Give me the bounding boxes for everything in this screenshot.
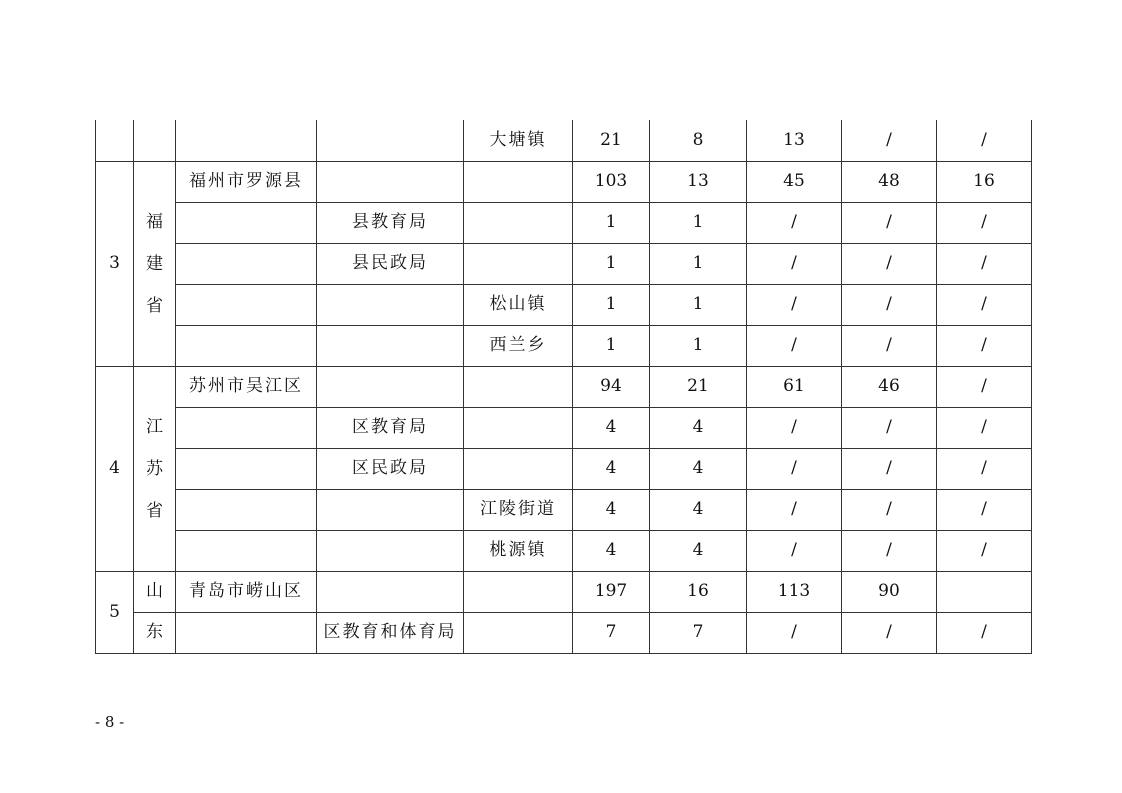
value-cell-4: / [842,489,937,530]
value-cell-4: / [842,325,937,366]
value-cell-1: 4 [573,407,650,448]
value-cell-2: 4 [650,448,747,489]
value-cell-5: / [937,407,1032,448]
department-cell [317,325,464,366]
value-cell-4: / [842,530,937,571]
county-cell [176,489,317,530]
value-cell-5: / [937,202,1032,243]
value-cell-5: / [937,530,1032,571]
value-cell-2: 13 [650,161,747,202]
county-cell: 福州市罗源县 [176,161,317,202]
department-cell [317,366,464,407]
table-row [96,530,1032,571]
county-cell [176,284,317,325]
data-table [95,120,1032,654]
value-cell-2: 16 [650,571,747,612]
value-cell-3: 61 [747,366,842,407]
value-cell-3: / [747,243,842,284]
value-cell-1: 103 [573,161,650,202]
value-cell-1: 1 [573,243,650,284]
value-cell-3: / [747,612,842,653]
value-cell-4: 90 [842,571,937,612]
town-cell [464,243,573,284]
table-row [96,120,1032,161]
table-row [96,284,1032,325]
county-cell [176,243,317,284]
province-char: 江 [146,416,163,437]
province-cell: 山 [134,571,176,612]
county-cell [176,530,317,571]
value-cell-4: 48 [842,161,937,202]
value-cell-3: / [747,489,842,530]
value-cell-4: 46 [842,366,937,407]
value-cell-3: / [747,202,842,243]
province-char: 苏 [146,458,163,479]
province-cell: 东 [134,612,176,653]
department-cell [317,120,464,161]
province-cell [134,161,176,366]
county-cell [176,202,317,243]
row-number-cell: 3 [96,161,134,366]
county-cell [176,120,317,161]
value-cell-2: 1 [650,243,747,284]
value-cell-2: 21 [650,366,747,407]
table-row [96,612,1032,653]
province-char: 省 [146,500,163,521]
county-cell: 青岛市崂山区 [176,571,317,612]
value-cell-3: / [747,407,842,448]
department-cell [317,530,464,571]
value-cell-4: / [842,448,937,489]
town-cell [464,407,573,448]
value-cell-3: / [747,448,842,489]
town-cell [464,202,573,243]
department-cell [317,489,464,530]
value-cell-1: 1 [573,325,650,366]
value-cell-5: / [937,120,1032,161]
value-cell-5: / [937,612,1032,653]
value-cell-5: / [937,284,1032,325]
town-cell: 松山镇 [464,284,573,325]
province-char: 省 [146,295,163,316]
value-cell-2: 1 [650,284,747,325]
value-cell-1: 1 [573,284,650,325]
value-cell-3: / [747,530,842,571]
county-cell [176,325,317,366]
value-cell-2: 1 [650,325,747,366]
value-cell-1: 7 [573,612,650,653]
value-cell-3: / [747,325,842,366]
town-cell: 桃源镇 [464,530,573,571]
value-cell-5: / [937,243,1032,284]
page-number: - 8 - [95,713,125,731]
value-cell-3: 113 [747,571,842,612]
value-cell-5: / [937,489,1032,530]
town-cell [464,161,573,202]
value-cell-2: 4 [650,530,747,571]
value-cell-5: / [937,325,1032,366]
table-row [96,489,1032,530]
value-cell-3: 45 [747,161,842,202]
value-cell-5: / [937,366,1032,407]
table-row [96,571,1032,612]
department-cell [317,161,464,202]
table-row [96,243,1032,284]
table-row [96,448,1032,489]
county-cell: 苏州市吴江区 [176,366,317,407]
province-char: 福 [146,211,163,232]
value-cell-3: 13 [747,120,842,161]
row-number-cell: 4 [96,366,134,571]
table-row [96,325,1032,366]
value-cell-5: / [937,448,1032,489]
department-cell [317,571,464,612]
value-cell-4: / [842,407,937,448]
county-cell [176,448,317,489]
value-cell-2: 4 [650,489,747,530]
department-cell: 县教育局 [317,202,464,243]
value-cell-4: / [842,284,937,325]
table-row [96,407,1032,448]
value-cell-2: 4 [650,407,747,448]
value-cell-1: 4 [573,530,650,571]
value-cell-1: 94 [573,366,650,407]
town-cell [464,571,573,612]
value-cell-2: 1 [650,202,747,243]
value-cell-1: 1 [573,202,650,243]
value-cell-4: / [842,202,937,243]
province-cell [134,120,176,161]
department-cell: 区教育局 [317,407,464,448]
department-cell: 区民政局 [317,448,464,489]
value-cell-1: 4 [573,448,650,489]
town-cell [464,448,573,489]
value-cell-5 [937,571,1032,612]
department-cell [317,284,464,325]
value-cell-5: 16 [937,161,1032,202]
value-cell-1: 197 [573,571,650,612]
town-cell: 西兰乡 [464,325,573,366]
value-cell-1: 21 [573,120,650,161]
value-cell-4: / [842,120,937,161]
value-cell-3: / [747,284,842,325]
province-char: 建 [146,253,163,274]
value-cell-1: 4 [573,489,650,530]
table-row [96,161,1032,202]
table-row [96,202,1032,243]
province-cell [134,366,176,571]
county-cell [176,612,317,653]
county-cell [176,407,317,448]
town-cell: 大塘镇 [464,120,573,161]
value-cell-4: / [842,612,937,653]
town-cell [464,612,573,653]
town-cell [464,366,573,407]
row-number-cell [96,120,134,161]
value-cell-2: 8 [650,120,747,161]
value-cell-4: / [842,243,937,284]
department-cell: 区教育和体育局 [317,612,464,653]
department-cell: 县民政局 [317,243,464,284]
town-cell: 江陵街道 [464,489,573,530]
value-cell-2: 7 [650,612,747,653]
table-row [96,366,1032,407]
row-number-cell: 5 [96,571,134,653]
